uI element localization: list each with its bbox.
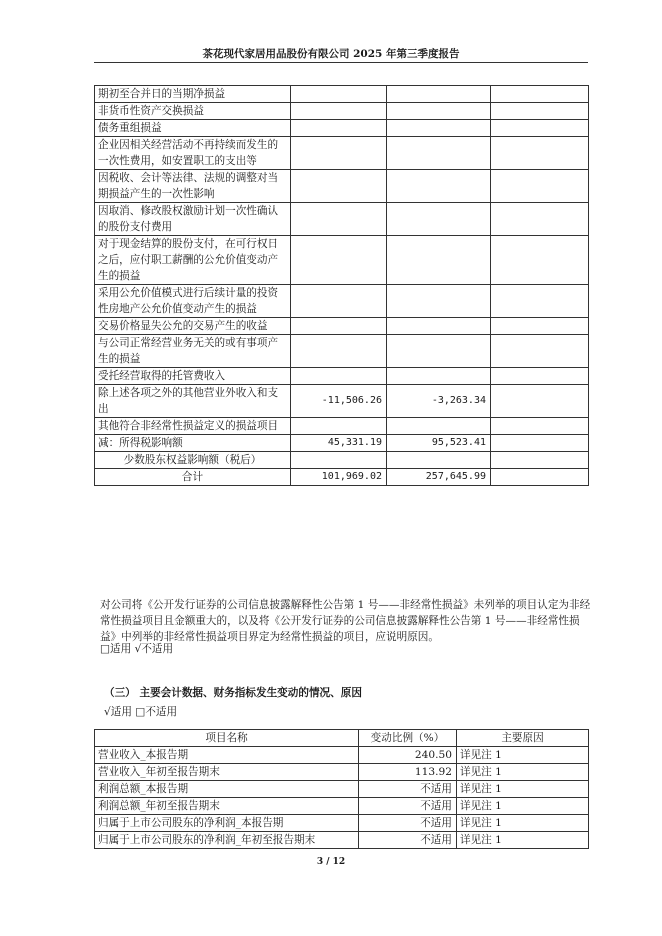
value-cell — [291, 203, 387, 236]
note-cell — [491, 103, 589, 120]
item-cell: 企业因相关经营活动不再持续而发生的一次性费用，如安置职工的支出等 — [95, 137, 291, 170]
item-cell: 交易价格显失公允的交易产生的收益 — [95, 318, 291, 335]
item-cell: 非货币性资产交换损益 — [95, 103, 291, 120]
table-row — [95, 103, 589, 120]
item-cell: 少数股东权益影响额（税后） — [95, 452, 291, 469]
value-cell — [291, 86, 387, 103]
item-cell: 受托经营取得的托管费收入 — [95, 368, 291, 385]
note-cell — [491, 452, 589, 469]
value-cell — [387, 86, 491, 103]
item-cell: 合计 — [95, 469, 291, 486]
note-cell — [491, 203, 589, 236]
value-cell — [387, 368, 491, 385]
value-cell: 257,645.99 — [387, 469, 491, 486]
ratio-cell: 113.92 — [359, 764, 457, 781]
table-row — [95, 120, 589, 137]
header-divider — [94, 62, 588, 63]
reason-cell: 详见注 1 — [457, 781, 589, 798]
table-row — [95, 236, 589, 285]
value-cell — [291, 170, 387, 203]
item-cell: 其他符合非经常性损益定义的损益项目 — [95, 418, 291, 435]
note-cell — [491, 368, 589, 385]
note-cell — [491, 385, 589, 418]
section-applicability-options: √适用 □不适用 — [104, 706, 178, 718]
table-row — [95, 385, 589, 418]
value-cell — [291, 335, 387, 368]
table-header-row — [95, 730, 589, 747]
value-cell — [387, 335, 491, 368]
report-header-title: 茶花现代家居用品股份有限公司 2025 年第三季度报告 — [202, 48, 460, 60]
item-cell: 对于现金结算的股份支付，在可行权日之后，应付职工薪酬的公允价值变动产生的损益 — [95, 236, 291, 285]
key-indicator-change-table — [94, 729, 589, 849]
value-cell — [387, 170, 491, 203]
value-cell — [387, 137, 491, 170]
item-cell: 归属于上市公司股东的净利润_年初至报告期末 — [95, 832, 359, 849]
applicability-options: □适用 √不适用 — [100, 643, 174, 655]
non-recurring-gains-table — [94, 85, 589, 486]
value-cell: -11,506.26 — [291, 385, 387, 418]
item-cell: 营业收入_年初至报告期末 — [95, 764, 359, 781]
table-row — [95, 452, 589, 469]
value-cell — [387, 236, 491, 285]
item-cell: 与公司正常经营业务无关的或有事项产生的损益 — [95, 335, 291, 368]
note-cell — [491, 318, 589, 335]
table-row — [95, 781, 589, 798]
value-cell — [387, 120, 491, 137]
value-cell — [387, 452, 491, 469]
item-cell: 因税收、会计等法律、法规的调整对当期损益产生的一次性影响 — [95, 170, 291, 203]
table-row — [95, 815, 589, 832]
table-row — [95, 86, 589, 103]
value-cell: 45,331.19 — [291, 435, 387, 452]
value-cell: 101,969.02 — [291, 469, 387, 486]
note-cell — [491, 137, 589, 170]
item-cell: 利润总额_本报告期 — [95, 781, 359, 798]
table-row — [95, 203, 589, 236]
value-cell — [387, 203, 491, 236]
table-row — [95, 747, 589, 764]
table-row — [95, 368, 589, 385]
page-number: 3 / 12 — [316, 857, 346, 867]
item-cell: 除上述各项之外的其他营业外收入和支出 — [95, 385, 291, 418]
value-cell: 95,523.41 — [387, 435, 491, 452]
reason-cell: 详见注 1 — [457, 764, 589, 781]
note-cell — [491, 469, 589, 486]
value-cell — [387, 418, 491, 435]
item-cell: 采用公允价值模式进行后续计量的投资性房地产公允价值变动产生的损益 — [95, 285, 291, 318]
ratio-cell: 不适用 — [359, 832, 457, 849]
value-cell — [387, 318, 491, 335]
value-cell — [291, 452, 387, 469]
item-cell: 期初至合并日的当期净损益 — [95, 86, 291, 103]
item-cell: 营业收入_本报告期 — [95, 747, 359, 764]
section-heading: （三） 主要会计数据、财务指标发生变动的情况、原因 — [104, 687, 362, 699]
item-cell: 利润总额_年初至报告期末 — [95, 798, 359, 815]
table-row — [95, 137, 589, 170]
item-cell: 因取消、修改股权激励计划一次性确认的股份支付费用 — [95, 203, 291, 236]
table-row-total — [95, 469, 589, 486]
reason-cell: 详见注 1 — [457, 832, 589, 849]
column-header: 主要原因 — [457, 730, 589, 747]
note-cell — [491, 170, 589, 203]
note-cell — [491, 435, 589, 452]
note-cell — [491, 236, 589, 285]
ratio-cell: 不适用 — [359, 815, 457, 832]
value-cell — [291, 103, 387, 120]
value-cell — [291, 285, 387, 318]
table-row — [95, 798, 589, 815]
note-cell — [491, 120, 589, 137]
table-row — [95, 318, 589, 335]
table-row — [95, 170, 589, 203]
column-header: 项目名称 — [95, 730, 359, 747]
reason-cell: 详见注 1 — [457, 747, 589, 764]
note-cell — [491, 418, 589, 435]
value-cell — [387, 103, 491, 120]
reason-cell: 详见注 1 — [457, 798, 589, 815]
column-header: 变动比例（%） — [359, 730, 457, 747]
ratio-cell: 240.50 — [359, 747, 457, 764]
value-cell — [291, 137, 387, 170]
value-cell — [291, 318, 387, 335]
note-cell — [491, 285, 589, 318]
table-row — [95, 418, 589, 435]
value-cell — [291, 236, 387, 285]
item-cell: 归属于上市公司股东的净利润_本报告期 — [95, 815, 359, 832]
value-cell — [387, 285, 491, 318]
note-cell — [491, 86, 589, 103]
ratio-cell: 不适用 — [359, 781, 457, 798]
table-row — [95, 285, 589, 318]
item-cell: 减：所得税影响额 — [95, 435, 291, 452]
note-cell — [491, 335, 589, 368]
value-cell — [291, 368, 387, 385]
table-row — [95, 832, 589, 849]
value-cell — [291, 418, 387, 435]
table-row — [95, 764, 589, 781]
disclosure-note: 对公司将《公开发行证券的公司信息披露解释性公告第 1 号——非经常性损益》未列举的项目认定为非经常性损益项目且金额重大的，以及将《公开发行证券的公司信息披露解释性公告第 1 号——非经常性损益》中列举的非经常性损益项目界定为经常性损益的项目，应说明原因。 — [100, 599, 591, 643]
table-row — [95, 335, 589, 368]
value-cell — [291, 120, 387, 137]
ratio-cell: 不适用 — [359, 798, 457, 815]
reason-cell: 详见注 1 — [457, 815, 589, 832]
value-cell: -3,263.34 — [387, 385, 491, 418]
item-cell: 债务重组损益 — [95, 120, 291, 137]
table-row — [95, 435, 589, 452]
